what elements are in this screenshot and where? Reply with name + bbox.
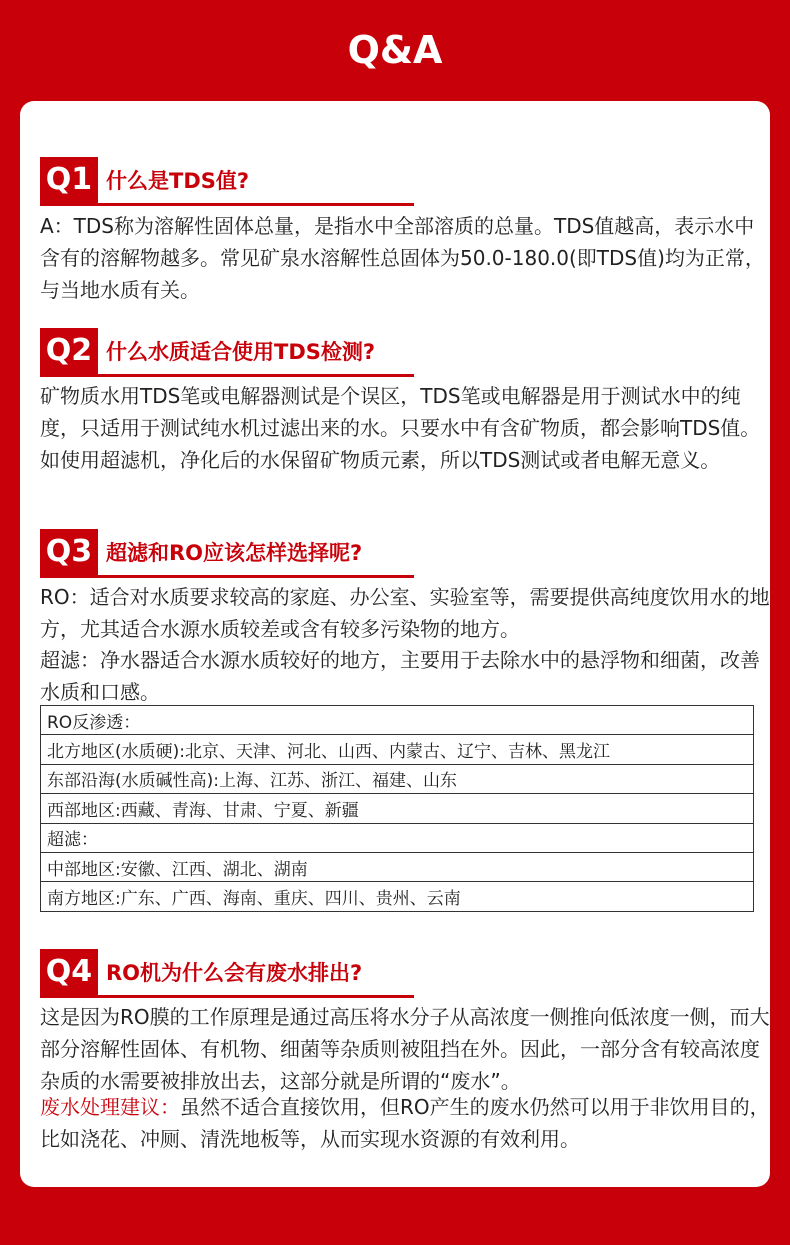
table-cell: 南方地区:广东、广西、海南、重庆、四川、贵州、云南 <box>41 882 754 911</box>
table-cell: 东部沿海(水质碱性高):上海、江苏、浙江、福建、山东 <box>41 764 754 793</box>
q2-underline <box>40 374 414 377</box>
table-cell: 中部地区:安徽、江西、湖北、湖南 <box>41 852 754 881</box>
table-row <box>41 735 754 764</box>
q2-header <box>40 328 414 384</box>
q1-answer: A：TDS称为溶解性固体总量，是指水中全部溶质的总量。TDS值越高，表示水中含有的溶解物越多。常见矿泉水溶解性总固体为50.0-180.0(即TDS值)均为正常，与当地水质有关。 <box>40 214 765 302</box>
q4-tip <box>40 1091 770 1155</box>
q1-badge: Q1 <box>40 157 98 203</box>
table-row <box>41 706 754 735</box>
table-cell: 北方地区(水质硬):北京、天津、河北、山西、内蒙古、辽宁、吉林、黑龙江 <box>41 735 754 764</box>
qa-card <box>20 101 770 1187</box>
table-row <box>41 882 754 911</box>
q1-header <box>40 157 414 213</box>
q4-tip-text: 虽然不适合直接饮用，但RO产生的废水仍然可以用于非饮用目的，比如浇花、冲厕、清洗地板等，从而实现水资源的有效利用。 <box>40 1095 770 1151</box>
region-table <box>40 705 754 912</box>
table-cell: 西部地区:西藏、青海、甘肃、宁夏、新疆 <box>41 794 754 823</box>
q4-title: RO机为什么会有废水排出? <box>106 961 363 985</box>
page-title: Q&A <box>347 28 443 72</box>
q4-answer: 这是因为RO膜的工作原理是通过高压将水分子从高浓度一侧推向低浓度一侧，而大部分溶解性固体、有机物、细菌等杂质则被阻挡在外。因此，一部分含有较高浓度杂质的水需要被排放出去，这部分就是所谓的“废水”。 <box>40 1005 770 1093</box>
q4-tip-label: 废水处理建议： <box>40 1095 180 1119</box>
table-row <box>41 852 754 881</box>
q3-header <box>40 529 414 585</box>
q1-title: 什么是TDS值? <box>106 169 250 193</box>
table-row <box>41 823 754 852</box>
q2-badge: Q2 <box>40 328 98 374</box>
q2-title: 什么水质适合使用TDS检测? <box>106 340 376 364</box>
table-cell: 超滤： <box>41 823 754 852</box>
table-row <box>41 794 754 823</box>
q3-underline <box>40 575 414 578</box>
q4-badge: Q4 <box>40 949 98 995</box>
q3-badge: Q3 <box>40 529 98 575</box>
q1-underline <box>40 203 414 206</box>
q4-header <box>40 949 414 1005</box>
q4-underline <box>40 995 414 998</box>
table-row <box>41 764 754 793</box>
table-cell: RO反渗透： <box>41 706 754 735</box>
q3-answer-uf: 超滤：净水器适合水源水质较好的地方，主要用于去除水中的悬浮物和细菌，改善水质和口感。 <box>40 648 760 704</box>
q3-title: 超滤和RO应该怎样选择呢? <box>106 541 363 565</box>
q3-answer-ro: RO：适合对水质要求较高的家庭、办公室、实验室等，需要提供高纯度饮用水的地方，尤其适合水源水质较差或含有较多污染物的地方。 <box>40 585 770 641</box>
q2-answer: 矿物质水用TDS笔或电解器测试是个误区，TDS笔或电解器是用于测试水中的纯度，只适用于测试纯水机过滤出来的水。只要水中有含矿物质，都会影响TDS值。如使用超滤机，净化后的水保留矿物质元素，所以TDS测试或者电解无意义。 <box>40 384 761 472</box>
